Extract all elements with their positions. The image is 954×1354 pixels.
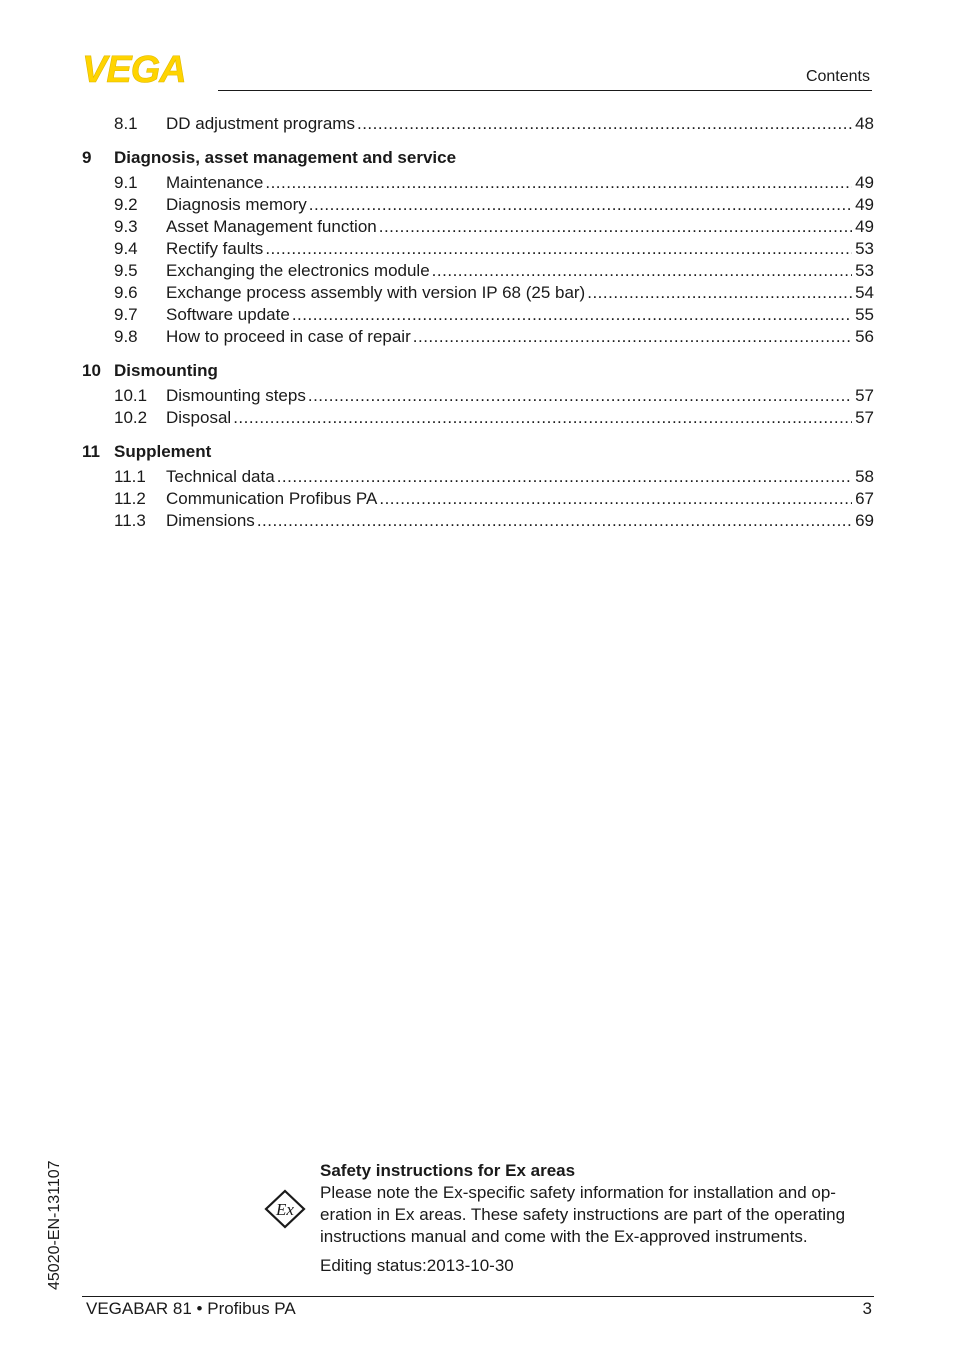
toc-entry-number: 9.5 <box>114 261 138 280</box>
toc-entry[interactable] <box>82 172 874 194</box>
toc-leader-dots <box>308 385 852 407</box>
toc-entry[interactable] <box>82 216 874 238</box>
toc-chapter-number: 9 <box>82 148 92 167</box>
toc-entry-number: 11.2 <box>114 489 146 508</box>
toc-entry-title: Software update <box>166 305 290 324</box>
toc-leader-dots <box>413 326 852 348</box>
ex-icon <box>263 1189 307 1229</box>
svg-text:Ex: Ex <box>276 1200 294 1219</box>
vega-logo <box>82 52 212 84</box>
toc-entry-number: 9.6 <box>114 283 138 302</box>
toc-entry-page: 53 <box>855 261 874 280</box>
toc-entry-page: 49 <box>855 217 874 236</box>
toc-entry-title: Diagnosis memory <box>166 195 307 214</box>
toc-entry-page: 48 <box>855 114 874 133</box>
toc-entry[interactable] <box>82 194 874 216</box>
toc-chapter-heading[interactable] <box>82 147 874 169</box>
toc-entry[interactable] <box>82 113 874 135</box>
toc-entry-number: 9.8 <box>114 327 138 346</box>
toc-leader-dots <box>432 260 852 282</box>
toc-leader-dots <box>309 194 852 216</box>
header-divider <box>218 90 872 91</box>
toc-leader-dots <box>257 510 852 532</box>
toc-entry[interactable] <box>82 385 874 407</box>
toc-chapter-number: 10 <box>82 361 101 380</box>
toc-entry-title: Maintenance <box>166 173 264 192</box>
toc-entry-page: 56 <box>855 327 874 346</box>
toc-entry-page: 53 <box>855 239 874 258</box>
toc-chapter-heading[interactable] <box>82 441 874 463</box>
toc-entry-page: 49 <box>855 173 874 192</box>
toc-entry-title: Asset Management function <box>166 217 377 236</box>
running-header-section: Contents <box>805 68 870 85</box>
toc-entry-title: Dismounting steps <box>166 386 306 405</box>
toc-leader-dots <box>265 238 852 260</box>
toc-entry-number: 11.1 <box>114 467 146 486</box>
toc-entry-number: 9.1 <box>114 173 138 192</box>
toc-chapter-number: 11 <box>82 442 100 461</box>
footer-divider <box>82 1296 874 1297</box>
editing-status: Editing status:2013-10-30 <box>320 1256 514 1275</box>
toc-leader-dots <box>357 113 852 135</box>
toc-entry-title: Exchanging the electronics module <box>166 261 430 280</box>
toc-entry-number: 9.4 <box>114 239 138 258</box>
toc-entry-title: Rectify faults <box>166 239 264 258</box>
toc-entry[interactable] <box>82 260 874 282</box>
toc-chapter-heading[interactable] <box>82 360 874 382</box>
toc-entry-page: 67 <box>855 489 874 508</box>
toc-entry[interactable] <box>82 488 874 510</box>
toc-chapter-title: Diagnosis, asset management and service <box>114 148 457 167</box>
toc-entry-number: 9.2 <box>114 195 138 214</box>
toc-chapter-title: Dismounting <box>114 361 218 380</box>
toc-entry-page: 55 <box>855 305 874 324</box>
toc-entry[interactable] <box>82 466 874 488</box>
toc-leader-dots <box>379 216 852 238</box>
toc-leader-dots <box>265 172 852 194</box>
toc-entry-number: 8.1 <box>114 114 138 133</box>
toc-leader-dots <box>277 466 852 488</box>
toc-entry-page: 49 <box>855 195 874 214</box>
toc-entry-title: How to proceed in case of repair <box>166 327 411 346</box>
toc-entry-number: 10.2 <box>114 408 148 427</box>
toc-entry-number: 11.3 <box>114 511 146 530</box>
toc-entry-title: Dimensions <box>166 511 255 530</box>
toc-entry-page: 54 <box>855 283 874 302</box>
safety-notice <box>320 1160 880 1277</box>
toc-entry[interactable] <box>82 510 874 532</box>
toc-entry[interactable] <box>82 407 874 429</box>
toc-entry-page: 57 <box>855 386 874 405</box>
toc-entry-page: 69 <box>855 511 874 530</box>
toc-entry-title: Disposal <box>166 408 232 427</box>
toc-entry-title: Communication Profibus PA <box>166 489 378 508</box>
toc-entry-title: DD adjustment programs <box>166 114 355 133</box>
toc-entry-page: 58 <box>855 467 874 486</box>
toc-leader-dots <box>587 282 852 304</box>
toc-entry-number: 9.3 <box>114 217 138 236</box>
toc-entry-title: Technical data <box>166 467 275 486</box>
toc-chapter-title: Supplement <box>114 442 212 461</box>
toc-entry-page: 57 <box>855 408 874 427</box>
page-number: 3 <box>862 1299 872 1318</box>
toc-leader-dots <box>292 304 852 326</box>
safety-body: Please note the Ex-specific safety information for installation and operation in Ex areas. These safety instructions are part of the operating instructions manual and come with the Ex-approved instruments. <box>320 1183 846 1246</box>
document-code: 45020-EN-131107 <box>46 1160 63 1290</box>
safety-heading: Safety instructions for Ex areas <box>320 1161 576 1180</box>
table-of-contents <box>82 113 874 532</box>
footer-product: VEGABAR 81 • Profibus PA <box>86 1299 296 1318</box>
toc-entry-title: Exchange process assembly with version IP 68 (25 bar) <box>166 283 586 302</box>
toc-entry-number: 10.1 <box>114 386 148 405</box>
toc-leader-dots <box>379 488 852 510</box>
toc-entry-number: 9.7 <box>114 305 138 324</box>
toc-entry[interactable] <box>82 282 874 304</box>
toc-entry[interactable] <box>82 238 874 260</box>
toc-leader-dots <box>233 407 852 429</box>
toc-entry[interactable] <box>82 304 874 326</box>
svg-text:VEGA: VEGA <box>82 52 186 84</box>
toc-entry[interactable] <box>82 326 874 348</box>
